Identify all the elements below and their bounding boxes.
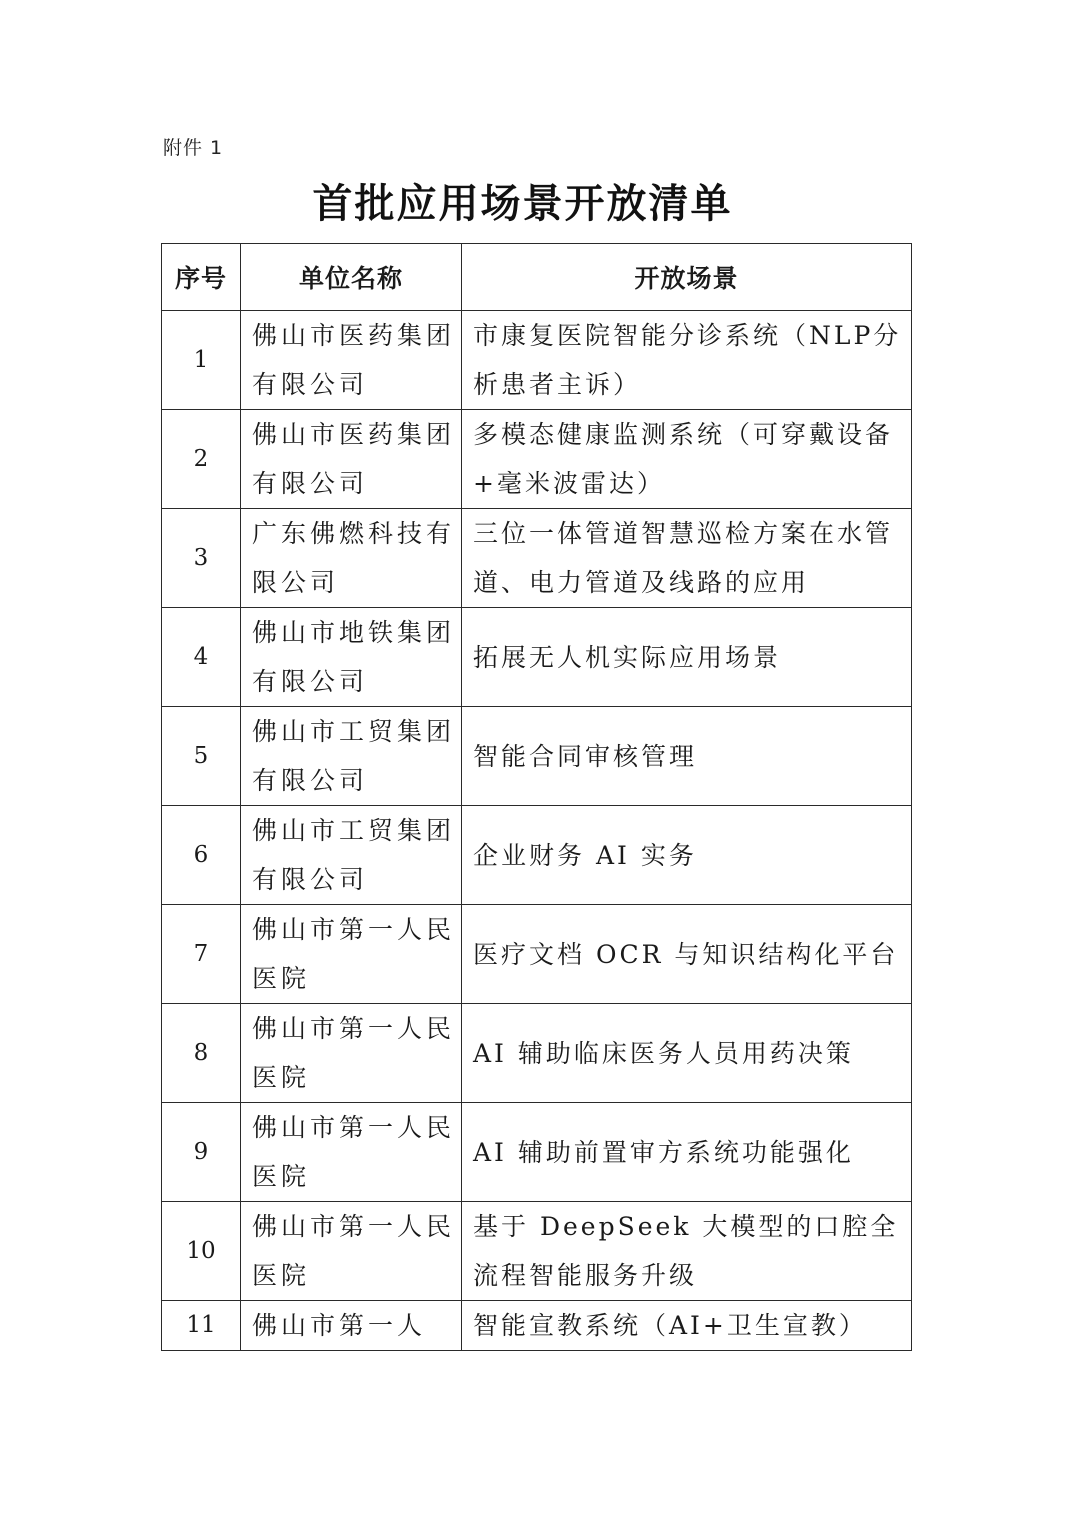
table-row — [162, 608, 912, 707]
table-row — [162, 1004, 912, 1103]
open-scene: 企业财务 AI 实务 — [462, 806, 912, 905]
table-row — [162, 806, 912, 905]
open-scene: 智能宣教系统（AI+卫生宣教） — [462, 1301, 912, 1351]
unit-name: 佛山市第一人民医院 — [241, 1103, 462, 1202]
unit-name: 佛山市工贸集团有限公司 — [241, 707, 462, 806]
table-header-row — [162, 244, 912, 311]
open-scene: 智能合同审核管理 — [462, 707, 912, 806]
row-number: 6 — [162, 806, 241, 905]
row-number: 4 — [162, 608, 241, 707]
table-row — [162, 509, 912, 608]
open-scene: 医疗文档 OCR 与知识结构化平台 — [462, 905, 912, 1004]
unit-name: 佛山市医药集团有限公司 — [241, 311, 462, 410]
scene-list-table — [161, 243, 912, 1351]
row-number: 3 — [162, 509, 241, 608]
unit-name: 佛山市第一人民医院 — [241, 1202, 462, 1301]
row-number: 10 — [162, 1202, 241, 1301]
unit-name: 佛山市地铁集团有限公司 — [241, 608, 462, 707]
header-open-scene: 开放场景 — [462, 244, 912, 311]
row-number: 5 — [162, 707, 241, 806]
unit-name: 佛山市工贸集团有限公司 — [241, 806, 462, 905]
attachment-label: 附件 1 — [163, 137, 224, 159]
unit-name: 广东佛燃科技有限公司 — [241, 509, 462, 608]
table-row — [162, 1202, 912, 1301]
unit-name: 佛山市医药集团有限公司 — [241, 410, 462, 509]
row-number: 8 — [162, 1004, 241, 1103]
table-row — [162, 311, 912, 410]
header-unit-name: 单位名称 — [241, 244, 462, 311]
table-row — [162, 905, 912, 1004]
row-number: 11 — [162, 1301, 241, 1351]
page-title: 首批应用场景开放清单 — [312, 180, 733, 227]
open-scene: 市康复医院智能分诊系统（NLP分析患者主诉） — [462, 311, 912, 410]
row-number: 9 — [162, 1103, 241, 1202]
table-row — [162, 1103, 912, 1202]
open-scene: 拓展无人机实际应用场景 — [462, 608, 912, 707]
row-number: 1 — [162, 311, 241, 410]
open-scene: 三位一体管道智慧巡检方案在水管道、电力管道及线路的应用 — [462, 509, 912, 608]
row-number: 7 — [162, 905, 241, 1004]
table-row — [162, 1301, 912, 1351]
table-row — [162, 707, 912, 806]
header-serial-number: 序号 — [162, 244, 241, 311]
open-scene: AI 辅助临床医务人员用药决策 — [462, 1004, 912, 1103]
open-scene: AI 辅助前置审方系统功能强化 — [462, 1103, 912, 1202]
unit-name: 佛山市第一人民医院 — [241, 1004, 462, 1103]
unit-name: 佛山市第一人 — [241, 1301, 462, 1351]
unit-name: 佛山市第一人民医院 — [241, 905, 462, 1004]
table-row — [162, 410, 912, 509]
open-scene: 基于 DeepSeek 大模型的口腔全流程智能服务升级 — [462, 1202, 912, 1301]
row-number: 2 — [162, 410, 241, 509]
open-scene: 多模态健康监测系统（可穿戴设备+毫米波雷达） — [462, 410, 912, 509]
